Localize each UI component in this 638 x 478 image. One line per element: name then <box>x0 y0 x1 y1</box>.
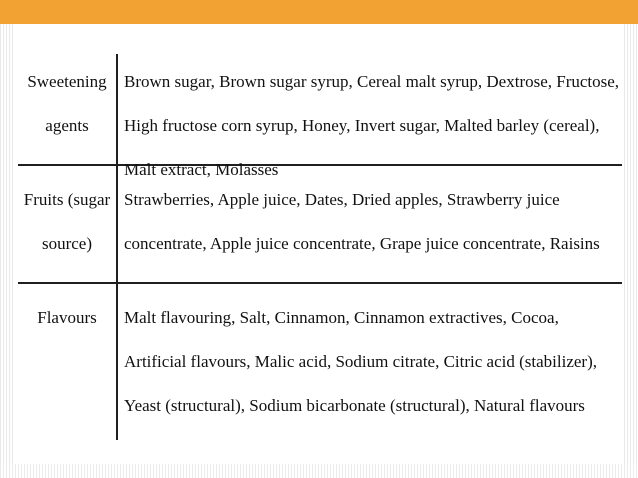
row-flavours-category: Flavours <box>37 308 97 327</box>
row-flavours-items: Malt flavouring, Salt, Cinnamon, Cinnamon extractives, Cocoa, Artificial flavours, Malic acid, Sodium citrate, Citric acid (stabilizer), Yeast (structural), Sodium bicarbonate (structural), Natural flavours <box>124 308 598 415</box>
row-divider <box>18 282 622 284</box>
row-sweetening-items: Brown sugar, Brown sugar syrup, Cereal malt syrup, Dextrose, Fructose, High fructose corn syrup, Honey, Invert sugar, Malted barley (cereal), Malt extract, Molasses <box>124 72 620 179</box>
row-fruits-items: Strawberries, Apple juice, Dates, Dried apples, Strawberry juice concentrate, Apple juice concentrate, Grape juice concentrate, Raisins <box>124 190 600 253</box>
left-decorative-border <box>0 24 14 478</box>
top-accent-bar <box>0 0 638 24</box>
right-decorative-border <box>624 24 638 478</box>
row-fruits-category: Fruits (sugar source) <box>23 190 111 253</box>
column-divider <box>116 54 118 440</box>
row-sweetening-category: Sweetening agents <box>27 72 107 135</box>
ingredients-table <box>18 54 622 440</box>
bottom-decorative-border <box>0 464 638 478</box>
